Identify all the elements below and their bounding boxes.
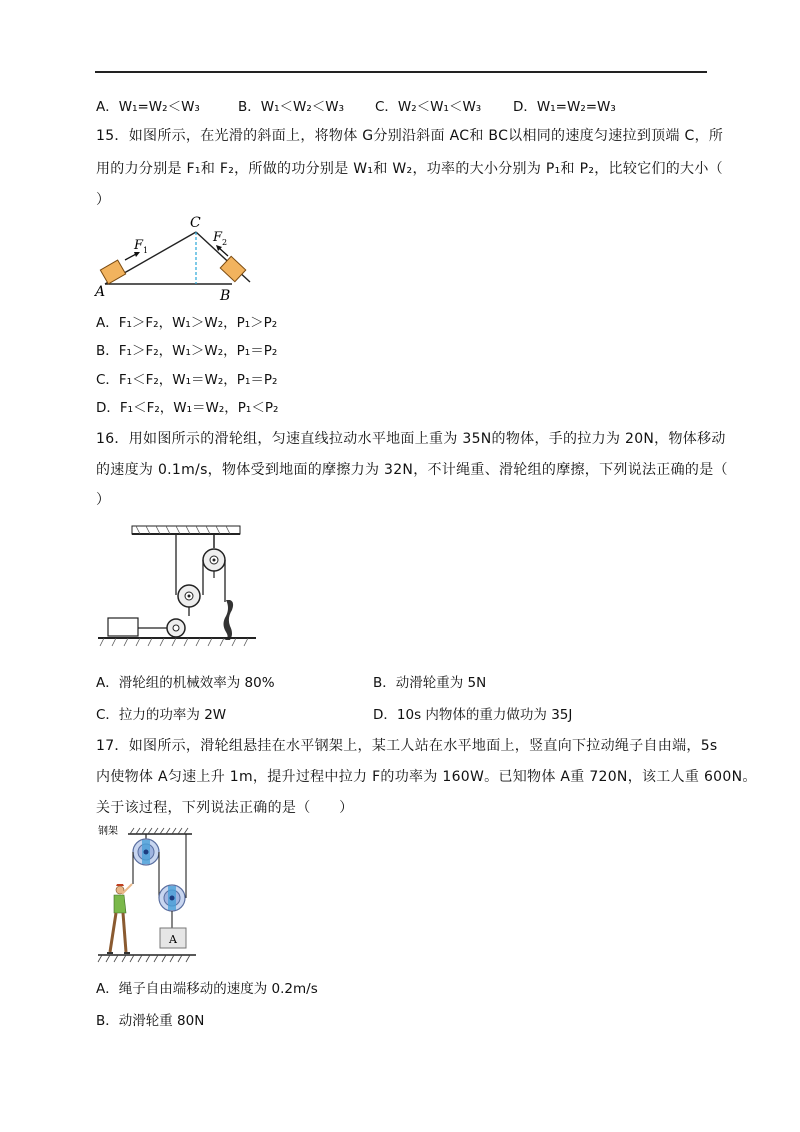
top-rule	[95, 71, 707, 73]
q15-stem-line1: 15．如图所示，在光滑的斜面上，将物体 G分别沿斜面 AC和 BC以相同的速度匀速拉到顶端 C，所	[96, 128, 724, 144]
q16-stem-line2: 的速度为 0.1m/s，物体受到地面的摩擦力为 32N，不计绳重、滑轮组的摩擦，下列说法正确的是（	[96, 462, 728, 478]
block-on-ac	[100, 260, 125, 284]
frame-label: 钢架	[98, 826, 118, 837]
q14-option-b[interactable]: B．W₁＜W₂＜W₃	[238, 99, 345, 115]
q15-stem-line3: ）	[96, 192, 111, 208]
dragged-block	[108, 618, 138, 636]
block-on-bc	[220, 256, 246, 281]
object-a-label: A	[169, 933, 177, 946]
q17-option-a[interactable]: A．绳子自由端移动的速度为 0.2m/s	[96, 981, 318, 997]
worker	[107, 884, 132, 953]
pulley-system-figure	[96, 520, 266, 652]
q16-option-d[interactable]: D．10s 内物体的重力做功为 35J	[373, 707, 573, 723]
q16-option-b[interactable]: B．动滑轮重为 5N	[373, 675, 487, 691]
worker-pulley-figure	[96, 822, 216, 967]
label-f2-sub: 2	[222, 238, 228, 247]
q15-stem-line2: 用的力分别是 F₁和 F₂，所做的功分别是 W₁和 W₂，功率的大小分别为 P₁和 P₂，比较它们的大小（	[96, 161, 723, 177]
pulling-hand	[224, 600, 234, 640]
q15-option-b[interactable]: B．F₁＞F₂，W₁＞W₂，P₁＝P₂	[96, 343, 278, 359]
label-a: A	[95, 284, 106, 300]
q15-option-a[interactable]: A．F₁＞F₂，W₁＞W₂，P₁＞P₂	[96, 315, 278, 331]
q14-option-c[interactable]: C．W₂＜W₁＜W₃	[375, 99, 482, 115]
lower-pulley	[167, 619, 185, 637]
q17-stem-line1: 17．如图所示，滑轮组悬挂在水平钢架上，某工人站在水平地面上，竖直向下拉动绳子自由端，5s	[96, 738, 718, 754]
label-f1: F	[134, 238, 144, 253]
q15-option-d[interactable]: D．F₁＜F₂，W₁＝W₂，P₁＜P₂	[96, 400, 279, 416]
q17-stem-line3: 关于该过程，下列说法正确的是（ ）	[96, 800, 354, 816]
q16-option-a[interactable]: A．滑轮组的机械效率为 80%	[96, 675, 275, 691]
label-f2: F	[213, 230, 223, 245]
incline-figure	[90, 212, 270, 307]
fixed-pulley	[133, 839, 159, 865]
upper-pulley	[203, 549, 225, 571]
label-f1-sub: 1	[143, 246, 149, 255]
q14-option-a[interactable]: A．W₁=W₂＜W₃	[96, 99, 200, 115]
q16-stem-line3: ）	[96, 492, 111, 508]
middle-pulley	[178, 585, 200, 607]
q16-stem-line1: 16．用如图所示的滑轮组，匀速直线拉动水平地面上重为 35N的物体，手的拉力为 20N，物体移动	[96, 431, 726, 447]
movable-pulley	[159, 885, 185, 911]
q14-option-d[interactable]: D．W₁=W₂=W₃	[513, 99, 616, 115]
q17-option-b[interactable]: B．动滑轮重 80N	[96, 1013, 205, 1029]
q15-option-c[interactable]: C．F₁＜F₂，W₁＝W₂，P₁＝P₂	[96, 372, 278, 388]
label-b: B	[220, 288, 231, 304]
q17-stem-line2: 内使物体 A匀速上升 1m，提升过程中拉力 F的功率为 160W。已知物体 A重 720N，该工人重 600N。	[96, 769, 757, 785]
label-c: C	[190, 215, 201, 231]
q16-option-c[interactable]: C．拉力的功率为 2W	[96, 707, 227, 723]
